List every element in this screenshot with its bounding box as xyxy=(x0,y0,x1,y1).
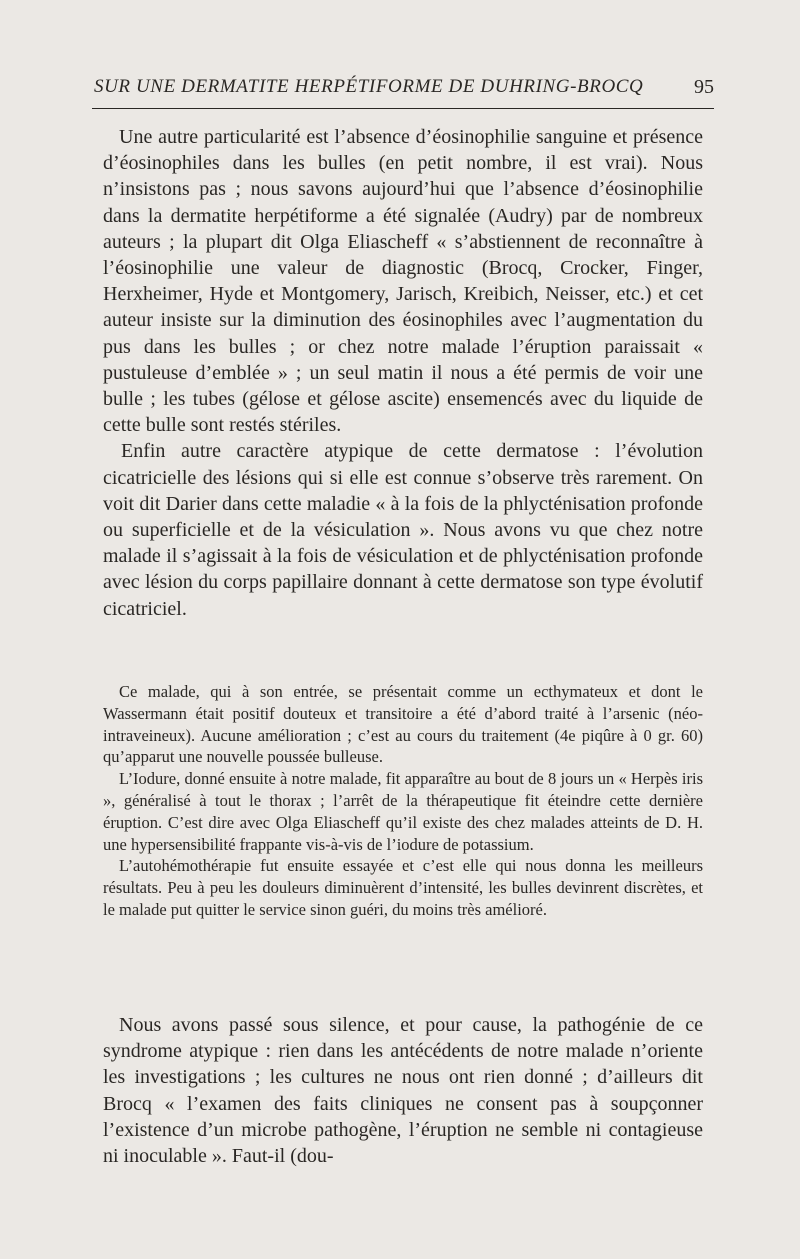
small-paragraph: L’Iodure, donné ensuite à notre malade, fit apparaître au bout de 8 jours un « Herpès iris », généralisé à tout le thorax ; l’arrêt de la thérapeutique fit éteindre cette dernière éruption. C’est dire avec Olga Eliascheff qu’il existe des chez malades atteints de D. H. une hypersensibilité frappante vis-à-vis de l’iodure de potassium. xyxy=(103,769,703,854)
header-rule xyxy=(92,108,714,109)
small-print-block xyxy=(103,681,703,921)
paragraph: Nous avons passé sous silence, et pour cause, la pathogénie de ce syndrome atypique : rien dans les antécédents de notre malade n’oriente les investigations ; les cultures ne nous ont rien donné ; d’ailleurs dit Brocq « l’examen des faits cliniques ne consent pas à soupçonner l’existence d’un microbe pathogène, l’éruption ne semble ni contagieuse ni inoculable ». Faut-il (dou- xyxy=(103,1014,703,1168)
page-number: 95 xyxy=(694,76,714,98)
paragraph: Enfin autre caractère atypique de cette dermatose : l’évolution cicatricielle des lésions qui si elle est connue s’observe très rarement. On voit dit Darier dans cette maladie « à la fois de la phlycténisation profonde ou superficielle et de la vésiculation ». Nous avons vu que chez notre malade il s’agissait à la fois de vésiculation et de phlycténisation profonde avec lésion du corps papillaire donnant à cette dermatose son type évolutif cicatriciel. xyxy=(103,440,703,620)
small-paragraph: Ce malade, qui à son entrée, se présentait comme un ecthymateux et dont le Wassermann était positif douteux et transitoire a été d’abord traité à l’arsenic (néo-intraveineux). Aucune amélioration ; c’est au cours du traitement (4e piqûre à 0 gr. 60) qu’apparut une nouvelle poussée bulleuse. xyxy=(103,682,703,767)
main-text-block-2 xyxy=(103,1012,703,1169)
paragraph: Une autre particularité est l’absence d’éosinophilie sanguine et présence d’éosinophiles dans les bulles (en petit nombre, il est vrai). Nous n’insistons pas ; nous savons aujourd’hui que l’absence d’éosinophilie dans la dermatite herpétiforme a été signalée (Audry) par de nombreux auteurs ; la plupart dit Olga Eliascheff « s’abstiennent de reconnaître à l’éosinophilie une valeur de diagnostic (Brocq, Crocker, Finger, Herxheimer, Hyde et Montgomery, Jarisch, Kreibich, Neisser, etc.) et cet auteur insiste sur la diminution des éosinophiles avec l’augmentation du pus dans les bulles ; or chez notre malade l’éruption paraissait « pustuleuse d’emblée » ; un seul matin il nous a été permis de voir une bulle ; les tubes (gélose et gélose ascite) ensemencés avec du liquide de cette bulle sont restés stériles. xyxy=(103,126,703,437)
running-head xyxy=(94,76,714,106)
small-paragraph: L’autohémothérapie fut ensuite essayée et c’est elle qui nous donna les meilleurs résultats. Peu à peu les douleurs diminuèrent d’intensité, les bulles devinrent discrètes, et le malade put quitter le service sinon guéri, du moins très amélioré. xyxy=(103,856,703,919)
main-text-block-1 xyxy=(103,124,703,622)
running-title: SUR UNE DERMATITE HERPÉTIFORME DE DUHRING-BROCQ xyxy=(94,76,644,97)
